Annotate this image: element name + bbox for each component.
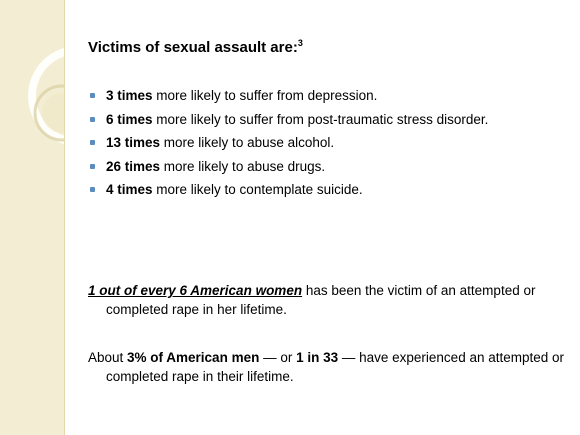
stat-multiplier: 4 times [106,182,153,197]
stat-text: more likely to contemplate suicide. [152,182,363,197]
bullet-icon [90,117,95,122]
stat-text: more likely to suffer from post-traumatic stress disorder. [152,111,489,127]
stat-multiplier: 13 times [106,135,161,150]
list-item [88,180,488,204]
stats-list [88,86,488,204]
women-statistic-paragraph [88,281,576,319]
stat-multiplier: 3 times [106,88,153,103]
bullet-icon [90,93,95,98]
list-item [88,86,488,110]
bullet-icon [90,187,95,192]
bullet-icon [90,140,95,145]
decorative-sidebar [0,0,64,435]
stat-multiplier: 26 times [106,158,161,174]
decorative-circles [0,0,64,435]
men-percentage: 3% of American men [127,350,260,365]
sidebar-divider [64,0,65,435]
heading-text: Victims of sexual assault are: [88,39,298,56]
men-statistic-lead: About [88,350,128,365]
stat-text: more likely to suffer from depression. [152,88,378,103]
list-item [88,157,488,181]
men-statistic-paragraph [88,348,576,386]
bullet-icon [90,164,95,169]
list-item [88,110,488,134]
list-item [88,133,488,157]
stat-text: more likely to abuse alcohol. [160,135,335,150]
men-statistic-text: — have experienced an attempted or completed rape in their lifetime. [106,350,565,384]
slide-heading [88,38,303,56]
men-ratio: 1 in 33 [296,350,339,365]
men-statistic-mid: — or [259,350,297,365]
stat-text: more likely to abuse drugs. [160,158,326,174]
stat-multiplier: 6 times [106,111,153,127]
women-statistic-text: has been the victim of an attempted or completed rape in her lifetime. [106,283,536,317]
women-statistic-emphasis: 1 out of every 6 American women [88,283,303,298]
footnote-marker: 3 [297,38,303,48]
